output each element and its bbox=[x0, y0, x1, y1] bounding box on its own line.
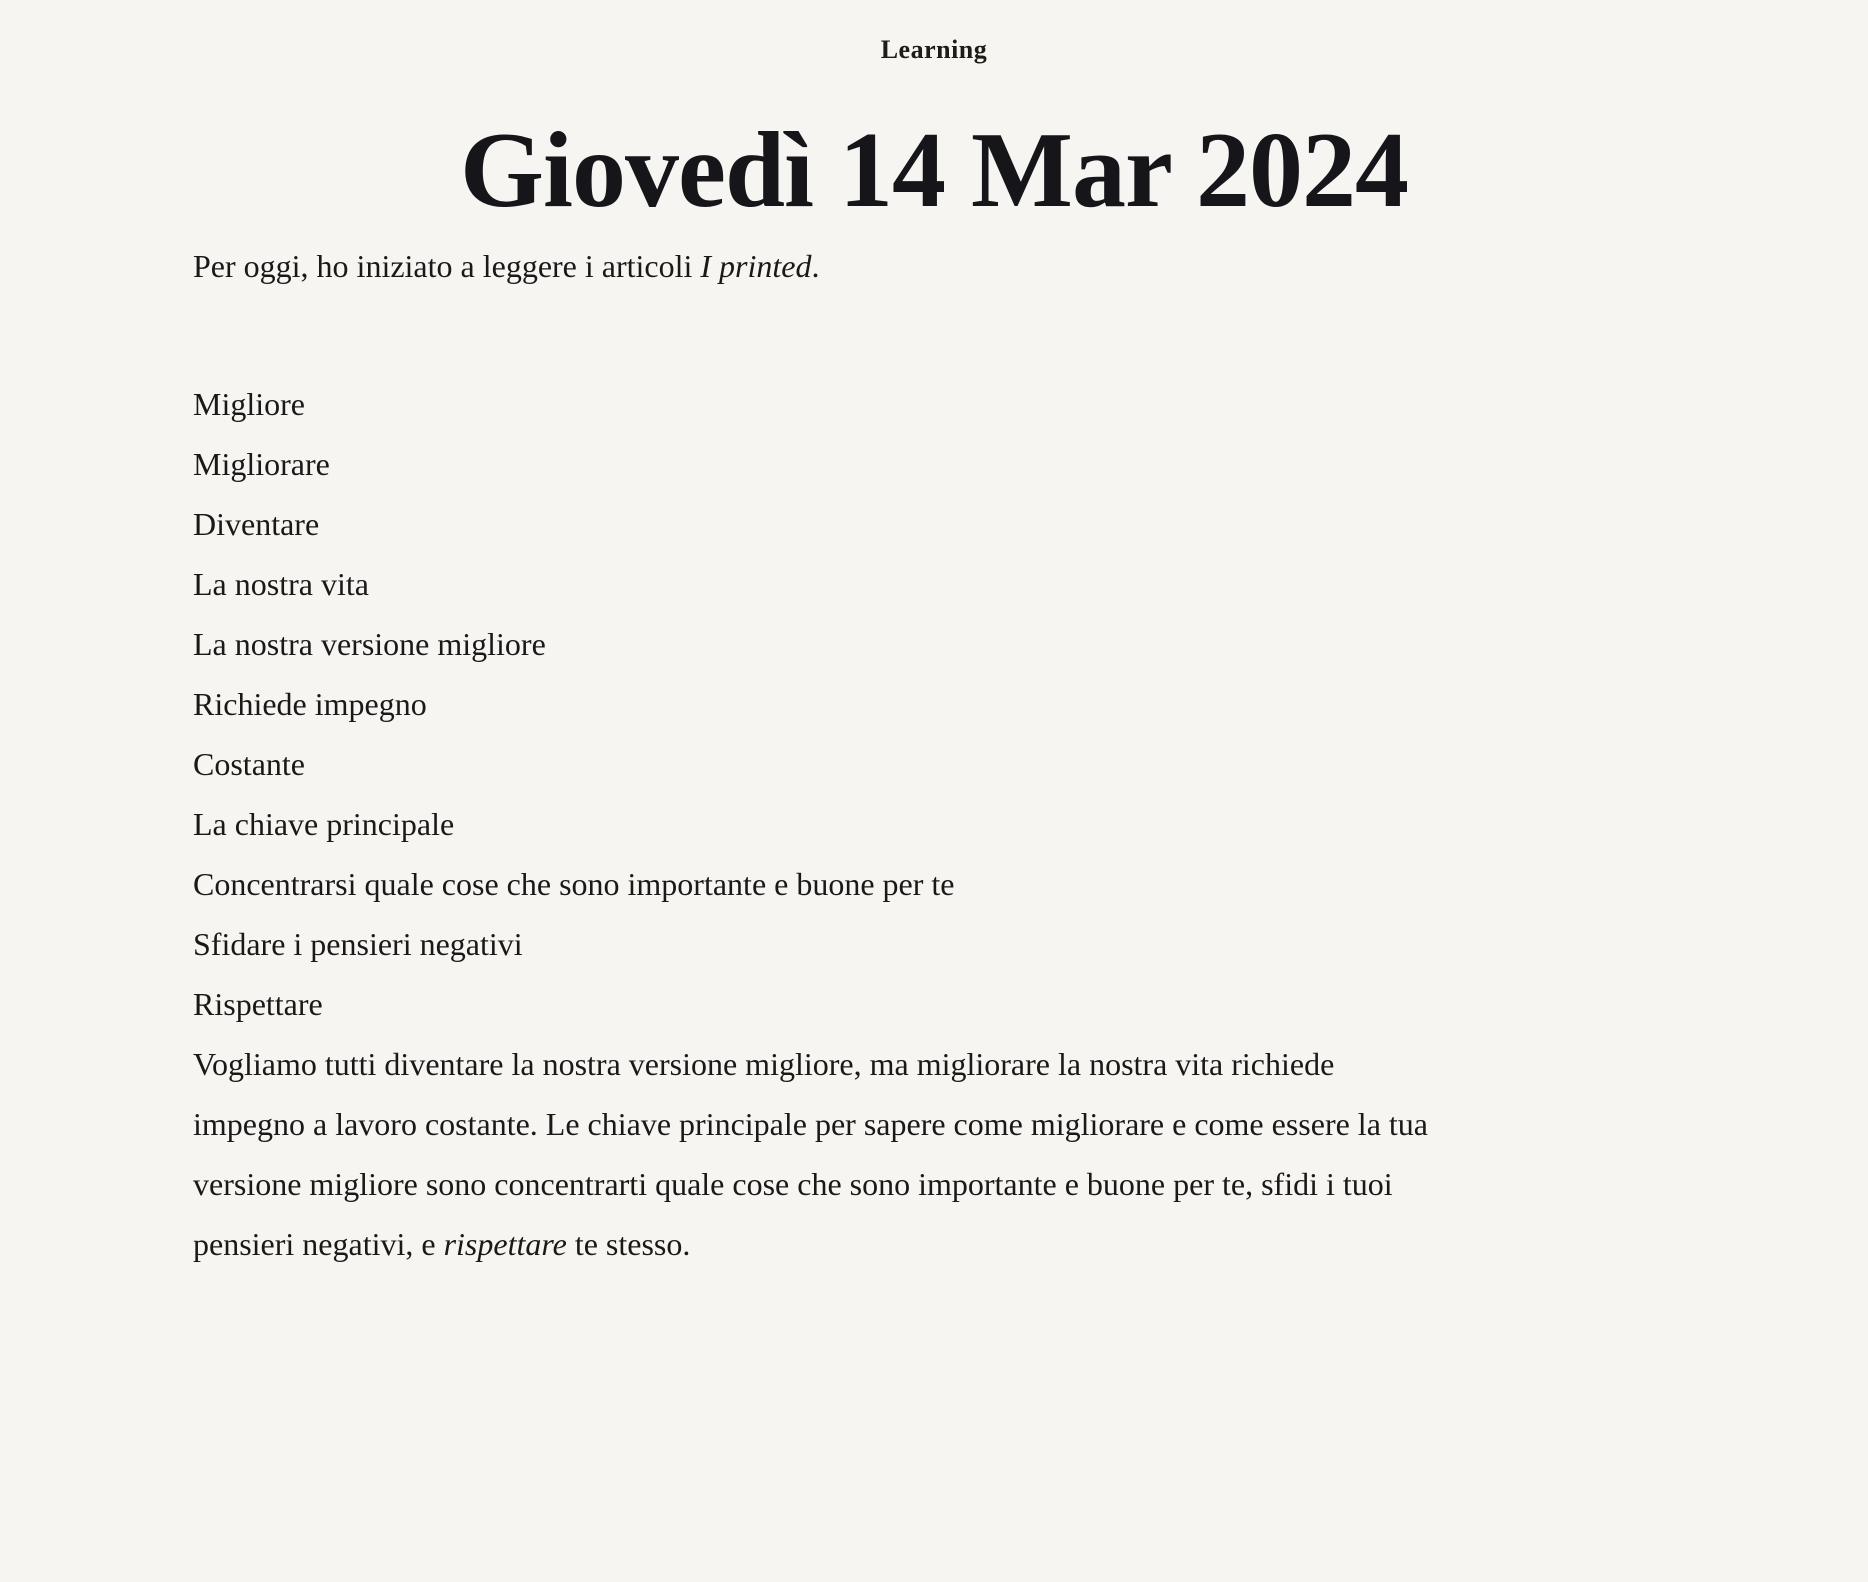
list-item: Sfidare i pensieri negativi bbox=[193, 926, 523, 962]
list-item: Migliore bbox=[193, 386, 305, 422]
list-item: Richiede impegno bbox=[193, 686, 427, 722]
category-label: Learning bbox=[880, 35, 988, 64]
list-item: La nostra vita bbox=[193, 566, 369, 602]
list-item: Diventare bbox=[193, 506, 320, 542]
list-item: Concentrarsi quale cose che sono importante e buone per te bbox=[193, 866, 955, 902]
post-header bbox=[0, 0, 1868, 236]
list-item: Migliorare bbox=[193, 446, 330, 482]
word-list bbox=[193, 374, 1443, 1034]
intro-paragraph: Per oggi, ho iniziato a leggere i articoli I printed. bbox=[193, 248, 820, 284]
article-body bbox=[193, 236, 1443, 1274]
list-item: La nostra versione migliore bbox=[193, 626, 546, 662]
page-title: Giovedì 14 Mar 2024 bbox=[460, 111, 1408, 230]
list-item: La chiave principale bbox=[193, 806, 455, 842]
list-item: Costante bbox=[193, 746, 305, 782]
closing-paragraph: Vogliamo tutti diventare la nostra versione migliore, ma migliorare la nostra vita richiede impegno a lavoro costante. Le chiave principale per sapere come migliorare e come essere la tua versione migliore sono concentrarti quale cose che sono importante e buone per te, sfidi i tuoi pensieri negativi, e rispettare te stesso. bbox=[193, 1046, 1428, 1262]
list-item: Rispettare bbox=[193, 986, 323, 1022]
